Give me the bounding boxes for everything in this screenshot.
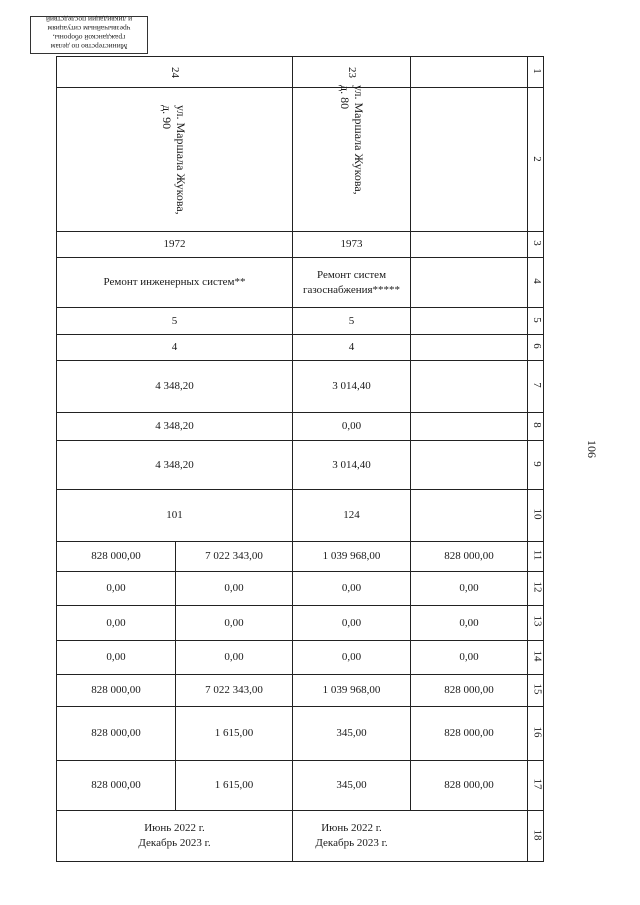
- money-cell: 828 000,00: [444, 550, 494, 562]
- money-cell: 0,00: [459, 582, 479, 594]
- money-cell: 1 615,00: [214, 779, 254, 791]
- money-cell: 1 615,00: [214, 727, 254, 739]
- deadline-b: Июнь 2022 г. Декабрь 2023 г.: [315, 822, 388, 849]
- area-a-r8: 4 348,20: [155, 420, 194, 432]
- money-cell: 0,00: [341, 651, 362, 663]
- page-number: 106: [585, 440, 599, 458]
- row-number: 13: [531, 615, 543, 627]
- money-cell: 0,00: [106, 616, 126, 629]
- object-number-a: 24: [169, 66, 181, 78]
- money-cell: 0,00: [224, 582, 244, 594]
- money-cell: 0,00: [224, 616, 244, 629]
- row-number: 2: [531, 156, 543, 162]
- row-number: 18: [531, 829, 543, 841]
- row-number: 12: [531, 581, 543, 593]
- money-cell: 828 000,00: [444, 727, 494, 739]
- money-cell: 828 000,00: [91, 684, 141, 696]
- row-number: 16: [531, 726, 543, 738]
- official-stamp: [30, 16, 148, 54]
- stamp-line: и ликвидации последствий: [45, 15, 133, 24]
- stamp-line: Министерство по делам: [50, 42, 128, 51]
- money-cell: 7 022 343,00: [205, 550, 263, 562]
- object-number-b: 23: [346, 66, 358, 78]
- money-cell: 7 022 343,00: [205, 684, 263, 696]
- money-cell: 345,00: [336, 779, 367, 791]
- grid-line: [56, 87, 544, 88]
- row-number: 3: [531, 240, 543, 246]
- row-number: 10: [531, 508, 543, 520]
- money-cell: 0,00: [341, 582, 362, 594]
- money-cell: 1 039 968,00: [322, 684, 381, 696]
- stamp-line: гражданской обороны,: [52, 33, 126, 42]
- money-cell: 0,00: [459, 616, 479, 629]
- deadline-a: Июнь 2022 г. Декабрь 2023 г.: [138, 822, 211, 849]
- area-b-r9: 3 014,40: [332, 458, 371, 471]
- total-area-a: 4 348,20: [155, 380, 194, 392]
- residents-a: 101: [166, 509, 183, 521]
- money-cell: 1 039 968,00: [322, 550, 381, 562]
- total-area-b: 3 014,40: [332, 380, 371, 392]
- row-number: 1: [531, 68, 543, 74]
- year-b: 1973: [340, 238, 363, 250]
- row-number: 9: [531, 461, 543, 467]
- money-cell: 0,00: [224, 651, 244, 663]
- row-number: 4: [531, 278, 543, 284]
- residents-b: 124: [343, 509, 360, 521]
- floors-a: 5: [171, 314, 178, 327]
- floors-b: 5: [348, 314, 355, 327]
- money-cell: 0,00: [459, 651, 479, 663]
- address-b: ул. Маршала Жукова, д. 80: [338, 85, 366, 195]
- row-number: 5: [531, 317, 543, 323]
- row-number: 14: [531, 650, 543, 662]
- area-b-r8: 0,00: [341, 420, 362, 432]
- money-cell: 828 000,00: [91, 727, 141, 739]
- work-type-b: Ремонт систем газоснабжения*****: [302, 268, 401, 296]
- entrances-b: 4: [348, 341, 355, 353]
- entrances-a: 4: [171, 341, 178, 353]
- area-a-r9: 4 348,20: [155, 458, 194, 471]
- money-cell: 828 000,00: [91, 550, 141, 562]
- grid-line: [56, 861, 544, 862]
- work-type-a: Ремонт инженерных систем**: [103, 276, 246, 288]
- money-cell: 828 000,00: [91, 779, 141, 791]
- address-a: ул. Маршала Жукова, д. 90: [160, 105, 188, 215]
- money-cell: 0,00: [106, 651, 126, 663]
- stamp-line: чрезвычайным ситуациям: [47, 24, 131, 33]
- row-number: 8: [531, 422, 543, 428]
- money-cell: 828 000,00: [444, 684, 494, 696]
- row-number: 6: [531, 343, 543, 349]
- year-a: 1972: [163, 238, 186, 250]
- money-cell: 345,00: [336, 727, 367, 739]
- row-number: 7: [531, 382, 543, 388]
- money-cell: 0,00: [341, 616, 362, 629]
- money-cell: 828 000,00: [444, 779, 494, 791]
- row-number: 15: [531, 683, 543, 695]
- row-number: 17: [531, 778, 543, 790]
- row-number: 11: [531, 549, 543, 561]
- money-cell: 0,00: [106, 582, 126, 594]
